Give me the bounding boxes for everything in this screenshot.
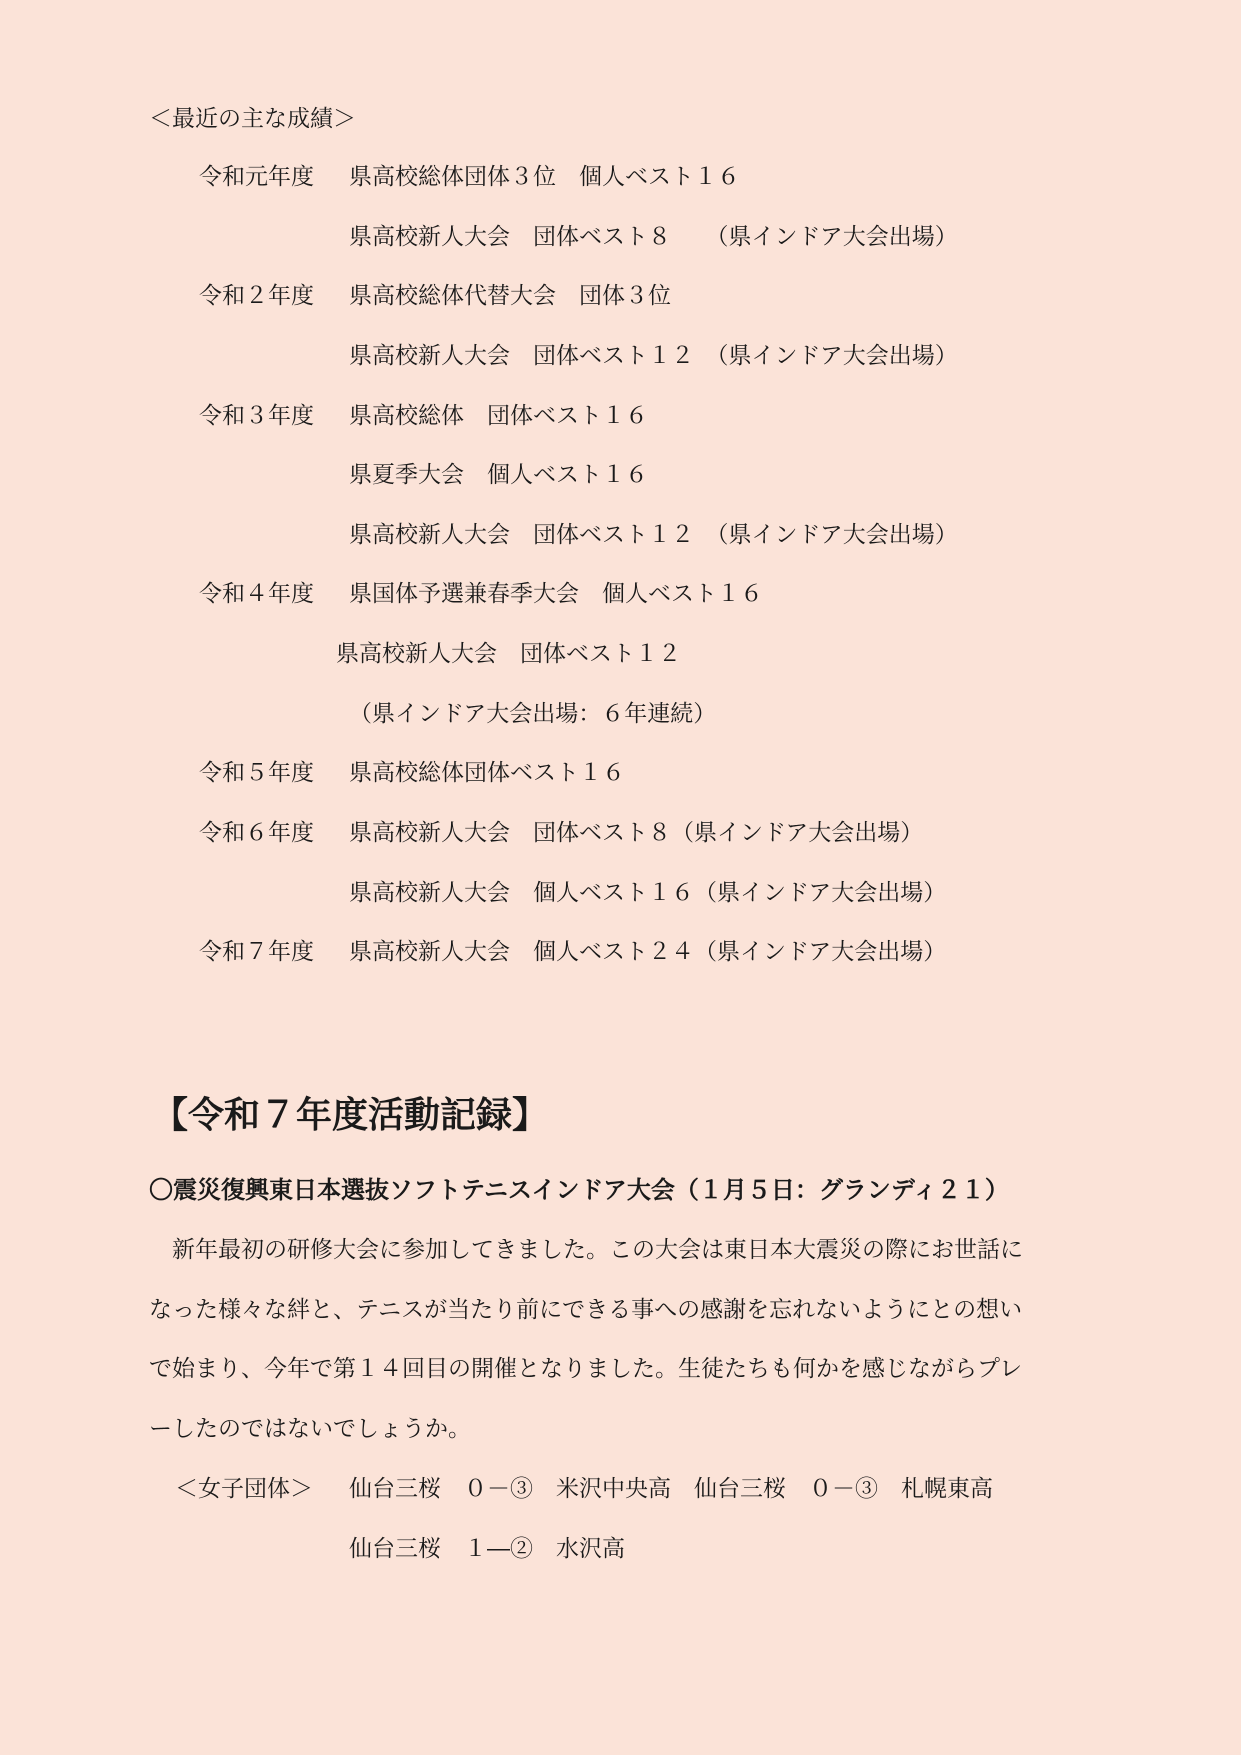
record-year: 令和４年度 xyxy=(199,581,314,607)
paragraph-line: なった様々な絆と、テニスが当たり前にできる事への感謝を忘れないようにとの想い xyxy=(149,1297,1023,1323)
record-text: 県高校新人大会 個人ベスト２４（県インドア大会出場） xyxy=(349,939,947,965)
record-year: 令和３年度 xyxy=(199,403,314,429)
record-text: 県高校新人大会 団体ベスト８ （県インドア大会出場） xyxy=(349,224,958,250)
paragraph-line: で始まり、今年で第１４回目の開催となりました。生徒たちも何かを感じながらプレ xyxy=(149,1356,1023,1382)
record-year: 令和元年度 xyxy=(199,164,314,190)
record-year: 令和５年度 xyxy=(199,760,314,786)
results-label: ＜女子団体＞ xyxy=(175,1476,313,1502)
record-year: 令和６年度 xyxy=(199,820,314,846)
record-text: 県高校新人大会 団体ベスト１２ （県インドア大会出場） xyxy=(349,343,958,369)
record-text: 県高校新人大会 団体ベスト１２ （県インドア大会出場） xyxy=(349,522,958,548)
activity-title: 【令和７年度活動記録】 xyxy=(152,1094,549,1136)
record-text: 県高校新人大会 団体ベスト８（県インドア大会出場） xyxy=(349,820,924,846)
record-text: 県高校総体団体ベスト１６ xyxy=(349,760,625,786)
record-text: 県高校新人大会 団体ベスト１２ xyxy=(336,641,681,667)
event-title: 〇震災復興東日本選抜ソフトテニスインドア大会（１月５日：グランディ２１） xyxy=(149,1175,1009,1204)
record-text: 県高校総体代替大会 団体３位 xyxy=(349,283,671,309)
record-year: 令和２年度 xyxy=(199,283,314,309)
record-text: 県高校総体団体３位 個人ベスト１６ xyxy=(349,164,740,190)
record-text: 県高校総体 団体ベスト１６ xyxy=(349,403,648,429)
recent-results-heading: ＜最近の主な成績＞ xyxy=(149,106,356,132)
record-text: （県インドア大会出場：６年連続） xyxy=(349,701,717,727)
record-year: 令和７年度 xyxy=(199,939,314,965)
record-text: 県高校新人大会 個人ベスト１６（県インドア大会出場） xyxy=(349,880,947,906)
paragraph-line: ーしたのではないでしょうか。 xyxy=(149,1416,471,1442)
record-text: 県国体予選兼春季大会 個人ベスト１６ xyxy=(349,581,763,607)
paragraph-line: 新年最初の研修大会に参加してきました。この大会は東日本大震災の際にお世話に xyxy=(149,1237,1023,1263)
results-line: 仙台三桜 １―② 水沢高 xyxy=(349,1536,625,1562)
record-text: 県夏季大会 個人ベスト１６ xyxy=(349,462,648,488)
results-line: 仙台三桜 ０－③ 米沢中央高 仙台三桜 ０－③ 札幌東高 xyxy=(349,1476,993,1502)
